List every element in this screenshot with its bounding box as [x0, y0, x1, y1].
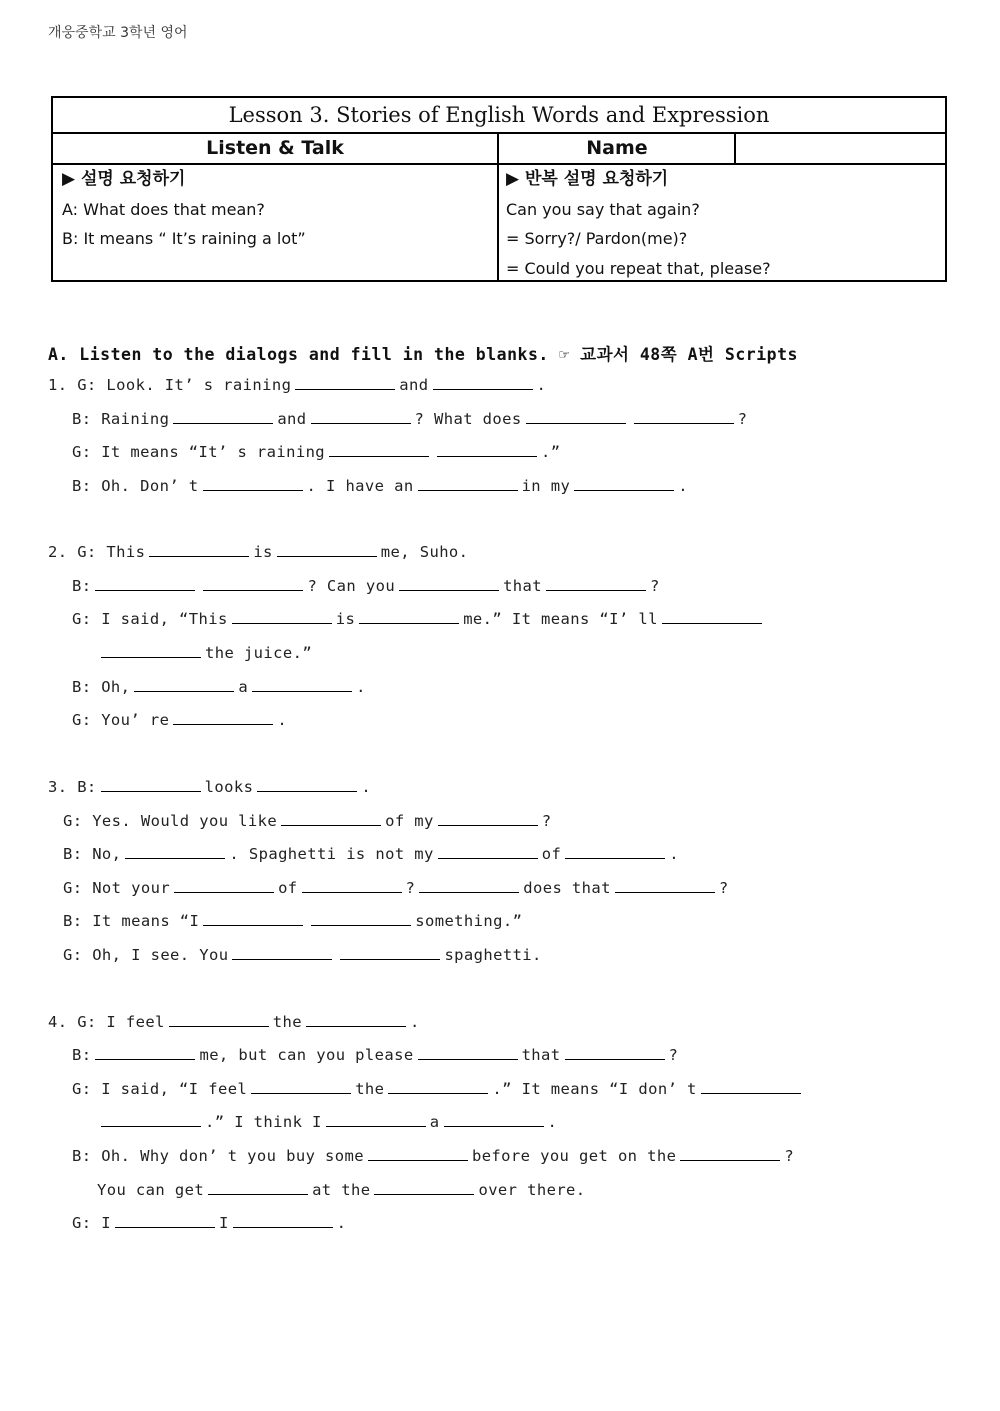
dialog-text: B:: [72, 1046, 92, 1064]
dialog-line: [63, 944, 542, 964]
answer-blank[interactable]: [251, 1078, 351, 1094]
dialog-text: G: It means “It’ s raining: [72, 443, 326, 461]
answer-blank[interactable]: [311, 408, 411, 424]
dialog-text: I: [218, 1214, 229, 1232]
answer-blank[interactable]: [125, 843, 225, 859]
dialog-line: [48, 374, 546, 394]
dialog-text: B: It means “I: [63, 912, 200, 930]
answer-blank[interactable]: [438, 843, 538, 859]
answer-blank[interactable]: [374, 1179, 474, 1195]
dialog-text: and: [399, 376, 429, 394]
dialog-line: [72, 441, 561, 461]
dialog-text: 2. G: This: [48, 543, 146, 561]
dialog-text: B: No,: [63, 845, 122, 863]
answer-blank[interactable]: [149, 541, 249, 557]
dialog-line: [72, 608, 766, 628]
answer-blank[interactable]: [444, 1111, 544, 1127]
dialog-text: G: I: [72, 1214, 111, 1232]
dialog-text: that: [521, 1046, 561, 1064]
dialog-text: . I have an: [306, 477, 414, 495]
answer-blank[interactable]: [281, 810, 381, 826]
dialog-text: that: [503, 577, 542, 595]
answer-blank[interactable]: [680, 1145, 780, 1161]
answer-blank[interactable]: [662, 608, 762, 624]
dialog-text: ?: [718, 879, 729, 897]
dialog-line: [63, 877, 729, 897]
dialog-line: [63, 810, 552, 830]
dialog-text: .: [361, 778, 372, 796]
dialog-line: [72, 709, 287, 729]
answer-blank[interactable]: [340, 944, 440, 960]
answer-blank[interactable]: [203, 575, 303, 591]
answer-blank[interactable]: [574, 475, 674, 491]
dialog-text: ?: [737, 410, 748, 428]
answer-blank[interactable]: [233, 1212, 333, 1228]
answer-blank[interactable]: [419, 877, 519, 893]
dialog-text: B: Oh,: [72, 678, 131, 696]
answer-blank[interactable]: [115, 1212, 215, 1228]
answer-blank[interactable]: [252, 676, 352, 692]
dialog-text: G: You’ re: [72, 711, 170, 729]
answer-blank[interactable]: [368, 1145, 468, 1161]
name-label: Name: [586, 137, 648, 159]
dialog-text: me, Suho.: [380, 543, 469, 561]
repeat-request-heading: ▶ 반복 설명 요청하기: [506, 169, 669, 189]
repeat-request-box: [506, 165, 771, 283]
dialog-text: the juice.”: [205, 644, 313, 662]
dialog-text: ?: [784, 1147, 795, 1165]
dialog-line: [72, 1044, 678, 1064]
answer-blank[interactable]: [418, 1044, 518, 1060]
dialog-text: is: [335, 610, 356, 628]
dialog-line: [63, 910, 522, 930]
lesson-title: Lesson 3. Stories of English Words and Expression: [53, 98, 945, 134]
dialog-text: B: Oh. Why don’ t you buy some: [72, 1147, 364, 1165]
answer-blank[interactable]: [634, 408, 734, 424]
answer-blank[interactable]: [433, 374, 533, 390]
explain-request-heading: ▶ 설명 요청하기: [62, 169, 186, 189]
answer-blank[interactable]: [101, 776, 201, 792]
answer-blank[interactable]: [302, 877, 402, 893]
dialog-line: [63, 843, 679, 863]
dialog-line: [72, 676, 366, 696]
answer-blank[interactable]: [208, 1179, 308, 1195]
dialog-text: the: [272, 1013, 302, 1031]
answer-blank[interactable]: [438, 810, 538, 826]
answer-blank[interactable]: [565, 1044, 665, 1060]
dialog-text: 1. G: Look. It’ s raining: [48, 376, 292, 394]
dialog-text: .: [678, 477, 688, 495]
dialog-text: the: [355, 1080, 385, 1098]
section-label: Listen & Talk: [206, 137, 344, 159]
dialog-text: me.” It means “I’ ll: [463, 610, 658, 628]
lesson-header-table: [51, 96, 947, 282]
dialog-text: G: Oh, I see. You: [63, 946, 229, 964]
dialog-text: .: [410, 1013, 420, 1031]
dialog-text: 3. B:: [48, 778, 97, 796]
dialog-line: [72, 1078, 805, 1098]
school-class-label: 개웅중학교 3학년 영어: [48, 25, 188, 41]
dialog-text: before you get on the: [471, 1147, 677, 1165]
answer-blank[interactable]: [329, 441, 429, 457]
dialog-text: something.”: [415, 912, 523, 930]
answer-blank[interactable]: [101, 642, 201, 658]
answer-blank[interactable]: [173, 709, 273, 725]
answer-blank[interactable]: [306, 1011, 406, 1027]
dialog-text: looks: [204, 778, 254, 796]
answer-blank[interactable]: [615, 877, 715, 893]
dialog-text: .” I think I: [205, 1113, 322, 1131]
dialog-text: over there.: [478, 1181, 586, 1199]
dialog-line: [97, 642, 312, 662]
dialog-text: 4. G: I feel: [48, 1013, 165, 1031]
dialog-text: does that: [523, 879, 611, 897]
answer-blank[interactable]: [326, 1111, 426, 1127]
dialog-text: of: [541, 845, 562, 863]
column-divider: [497, 134, 499, 280]
answer-blank[interactable]: [359, 608, 459, 624]
answer-blank[interactable]: [565, 843, 665, 859]
dialog-line: [48, 541, 468, 561]
dialog-text: of: [278, 879, 298, 897]
answer-blank[interactable]: [95, 1044, 195, 1060]
exercise-title: A. Listen to the dialogs and fill in the blanks. ☞ 교과서 48쪽 A번 Scripts: [48, 345, 798, 364]
dialog-text: ? What does: [414, 410, 522, 428]
dialog-text: ?: [541, 812, 552, 830]
name-field[interactable]: [737, 134, 945, 163]
repeat-line-2: = Sorry?/ Pardon(me)?: [506, 229, 688, 248]
explain-request-box: [62, 165, 306, 254]
dialog-text: .: [356, 678, 366, 696]
dialog-text: at the: [312, 1181, 371, 1199]
answer-blank[interactable]: [437, 441, 537, 457]
dialog-line: [72, 408, 747, 428]
dialog-text: .: [336, 1214, 347, 1232]
dialog-text: ?: [650, 577, 660, 595]
dialog-text: .: [669, 845, 679, 863]
dialog-line: [48, 776, 371, 796]
answer-blank[interactable]: [95, 575, 195, 591]
answer-blank[interactable]: [232, 608, 332, 624]
dialog-text: B:: [72, 577, 92, 595]
answer-blank[interactable]: [174, 877, 274, 893]
answer-blank[interactable]: [701, 1078, 801, 1094]
answer-blank[interactable]: [134, 676, 234, 692]
dialog-line: [97, 1111, 557, 1131]
dialog-text: G: I said, “I feel: [72, 1080, 248, 1098]
dialog-text: G: Yes. Would you like: [63, 812, 278, 830]
answer-blank[interactable]: [311, 910, 411, 926]
dialog-text: .” It means “I don’ t: [492, 1080, 697, 1098]
dialog-text: B: Raining: [72, 410, 170, 428]
answer-blank[interactable]: [277, 541, 377, 557]
dialog-text: .: [536, 376, 547, 394]
dialog-text: .: [547, 1113, 558, 1131]
dialog-line: [97, 1179, 586, 1199]
dialog-text: . Spaghetti is not my: [229, 845, 434, 863]
dialog-line: [48, 1011, 420, 1031]
repeat-line-1: Can you say that again?: [506, 199, 700, 219]
answer-blank[interactable]: [203, 910, 303, 926]
answer-blank[interactable]: [388, 1078, 488, 1094]
dialog-text: G: Not your: [63, 879, 171, 897]
dialog-text: is: [253, 543, 273, 561]
answer-blank[interactable]: [399, 575, 499, 591]
dialog-text: B: Oh. Don’ t: [72, 477, 199, 495]
dialog-line: [72, 1212, 346, 1232]
explain-line-1: A: What does that mean?: [62, 199, 265, 219]
repeat-line-3: = Could you repeat that, please?: [506, 258, 771, 278]
dialog-text: and: [277, 410, 307, 428]
answer-blank[interactable]: [295, 374, 395, 390]
dialog-text: me, but can you please: [199, 1046, 414, 1064]
dialog-text: You can get: [97, 1181, 205, 1199]
dialog-line: [72, 575, 660, 595]
dialog-text: a: [238, 678, 249, 696]
dialog-text: a: [429, 1113, 440, 1131]
answer-blank[interactable]: [232, 944, 332, 960]
header-subrow: [53, 134, 945, 165]
dialog-text: .: [277, 711, 288, 729]
dialog-text: ?: [405, 879, 416, 897]
dialog-text: ?: [668, 1046, 679, 1064]
answer-blank[interactable]: [203, 475, 303, 491]
answer-blank[interactable]: [101, 1111, 201, 1127]
answer-blank[interactable]: [526, 408, 626, 424]
dialog-text: spaghetti.: [444, 946, 542, 964]
dialog-text: in my: [521, 477, 571, 495]
answer-blank[interactable]: [173, 408, 273, 424]
answer-blank[interactable]: [257, 776, 357, 792]
dialog-text: G: I said, “This: [72, 610, 228, 628]
dialog-text: ? Can you: [307, 577, 396, 595]
answer-blank[interactable]: [418, 475, 518, 491]
dialog-line: [72, 475, 688, 495]
explain-line-2: B: It means “ It’s raining a lot”: [62, 229, 306, 248]
dialog-line: [72, 1145, 794, 1165]
dialog-text: .”: [541, 443, 561, 461]
name-divider: [734, 134, 736, 163]
answer-blank[interactable]: [546, 575, 646, 591]
dialog-text: of my: [385, 812, 434, 830]
answer-blank[interactable]: [169, 1011, 269, 1027]
